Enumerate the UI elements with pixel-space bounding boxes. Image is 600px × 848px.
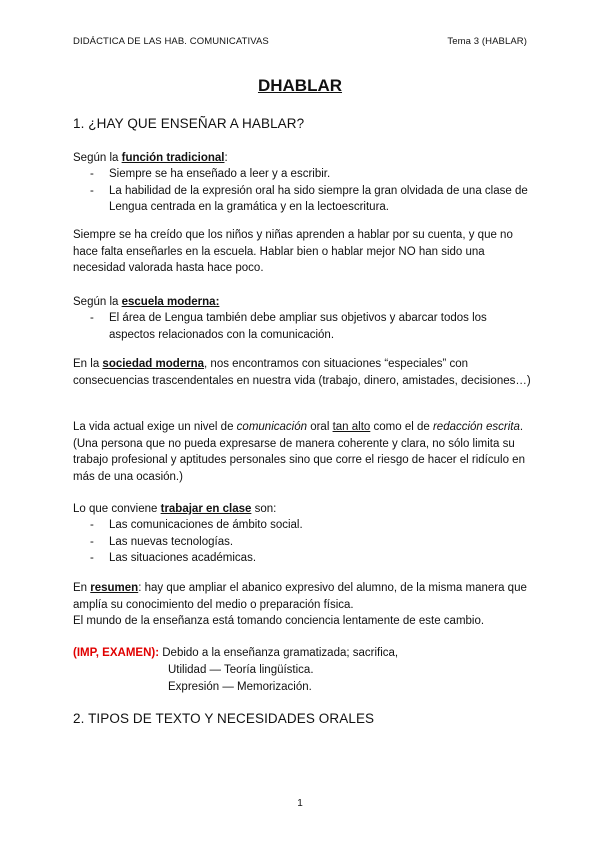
list-item: - La habilidad de la expresión oral ha sido siempre la gran olvidada de una clase de Lengua centrada en la gramática y en la lectoescritura. bbox=[73, 183, 528, 216]
list-item: - El área de Lengua también debe ampliar sus objetivos y abarcar todos los aspectos relacionados con la comunicación. bbox=[73, 310, 528, 343]
paragraph-vida-actual: La vida actual exige un nivel de comunicación oral tan alto como el de redacción escrita. (Una persona que no pueda expresarse de manera coherente y clara, no sólo limita su trabajo profesional y aptitudes personales sino que corre el riesgo de hacer el ridículo en más de una ocasión.) bbox=[73, 421, 525, 483]
page-header bbox=[73, 36, 527, 47]
term-sociedad-moderna: sociedad moderna bbox=[102, 358, 205, 370]
section-2-heading: 2. TIPOS DE TEXTO Y NECESIDADES ORALES bbox=[73, 711, 375, 726]
paragraph-resumen: En resumen: hay que ampliar el abanico expresivo del alumno, de la misma manera que amplía su conocimiento del medio o preparación física. bbox=[73, 582, 527, 611]
page-number: 1 bbox=[297, 798, 303, 809]
paragraph-escuela-moderna: Según la escuela moderna: bbox=[73, 296, 220, 308]
list-funcion-tradicional bbox=[73, 166, 528, 216]
term-trabajar-en-clase: trabajar en clase bbox=[160, 503, 252, 515]
list-trabajar-en-clase bbox=[73, 517, 528, 567]
list-item: - Las nuevas tecnologías. bbox=[73, 534, 528, 551]
section-1-heading: 1. ¿HAY QUE ENSEÑAR A HABLAR? bbox=[73, 116, 305, 131]
document-title: DHABLAR bbox=[257, 76, 343, 95]
term-funcion-tradicional: función tradicional bbox=[121, 152, 225, 164]
exam-note: (IMP, EXAMEN): Debido a la enseñanza gramatizada; sacrifica, Utilidad — Teoría lingüística. Expresión — Memorización. bbox=[73, 647, 399, 693]
paragraph-sociedad-moderna: En la sociedad moderna, nos encontramos con situaciones “especiales” con consecuencias trascendentales en nuestra vida (trabajo, dinero, amistades, decisiones…) bbox=[73, 358, 531, 387]
paragraph-mundo-ensenanza: El mundo de la enseñanza está tomando conciencia lentamente de este cambio. bbox=[73, 615, 485, 627]
term-escuela-moderna: escuela moderna: bbox=[121, 296, 220, 308]
term-resumen: resumen bbox=[90, 582, 139, 594]
header-course: DIDÁCTICA DE LAS HAB. COMUNICATIVAS bbox=[73, 36, 269, 47]
paragraph-trabajar-en-clase: Lo que conviene trabajar en clase son: bbox=[73, 503, 277, 515]
exam-note-label: (IMP, EXAMEN): bbox=[73, 647, 160, 659]
paragraph-ninos-hablar: Siempre se ha creído que los niños y niñas aprenden a hablar por su cuenta, y que no hace falta enseñarles en la escuela. Hablar bien o hablar mejor NO han sido una necesidad valorada hasta hace poco. bbox=[73, 229, 513, 275]
header-topic: Tema 3 (HABLAR) bbox=[447, 36, 527, 47]
paragraph-funcion-tradicional: Según la función tradicional: bbox=[73, 152, 228, 164]
list-item: - Las situaciones académicas. bbox=[73, 550, 528, 567]
list-escuela-moderna bbox=[73, 310, 528, 343]
list-item: - Las comunicaciones de ámbito social. bbox=[73, 517, 528, 534]
list-item: - Siempre se ha enseñado a leer y a escribir. bbox=[73, 166, 528, 183]
